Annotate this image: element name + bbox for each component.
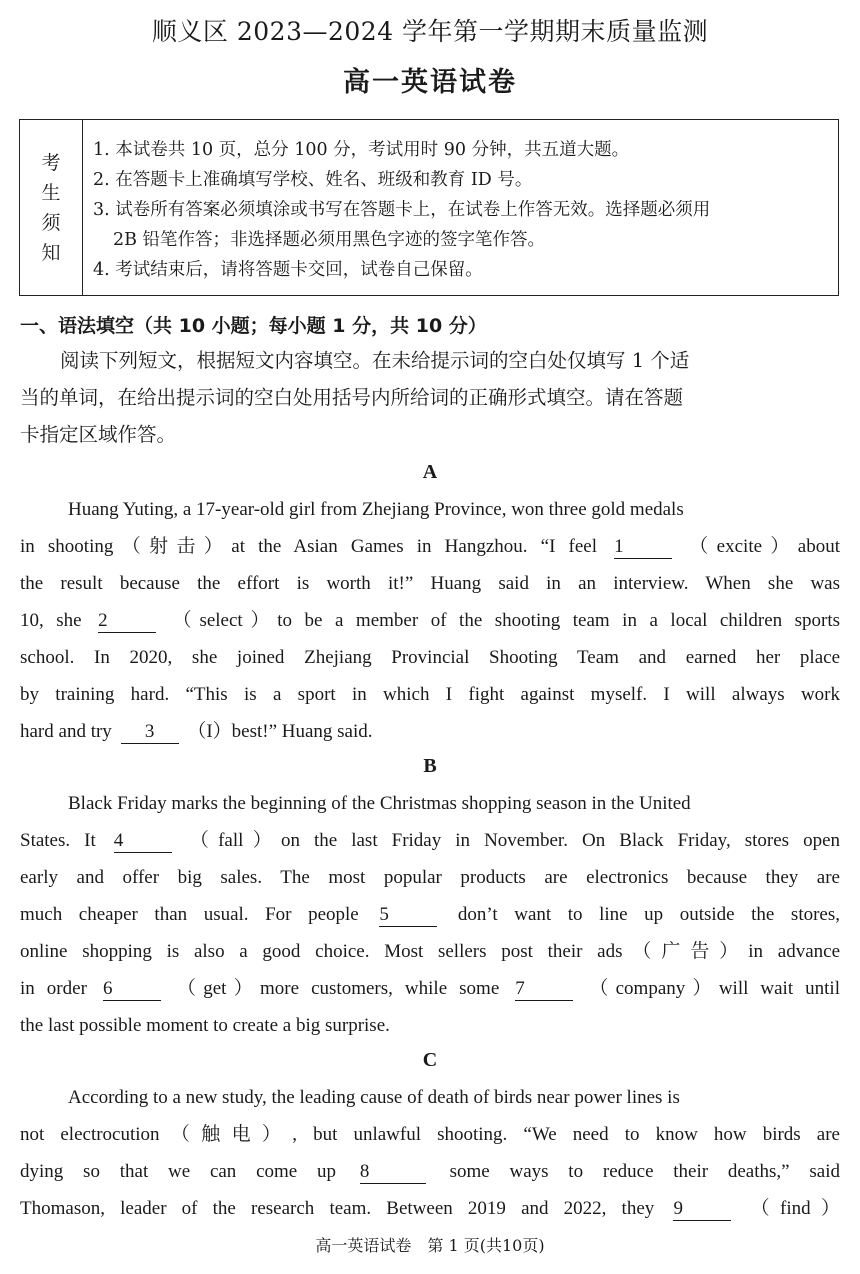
passage-line [20, 1190, 840, 1227]
candidate-notice-box [19, 119, 839, 296]
instruction-line: 阅读下列短文，根据短文内容填空。在未给提示词的空白处仅填写 1 个适 [60, 349, 690, 372]
exam-title: 顺义区 2023—2024 学年第一学期期末质量监测 [151, 17, 709, 46]
passage-text: hard and try [20, 721, 112, 742]
passage-line [20, 970, 840, 1007]
instruction-line: 卡指定区域作答。 [20, 423, 177, 446]
notice-label [20, 120, 83, 295]
passage-text: （select）to be a member of the shooting team in a local children sports [172, 610, 841, 631]
passage-line: school. In 2020, she joined Zhejiang Provincial Shooting Team and earned her place [20, 647, 840, 668]
passage-line [20, 1153, 840, 1190]
passage-line: online shopping is also a good choice. Most sellers post their ads（广告）in advance [20, 941, 840, 962]
passage-text: some ways to reduce their deaths,” said [449, 1161, 840, 1182]
passage-text: don’t want to line up outside the stores, [457, 904, 841, 925]
page-footer: 高一英语试卷 第 1 页(共10页) [315, 1236, 545, 1255]
passage-text: much cheaper than usual. For people [20, 904, 359, 925]
passage-line [20, 896, 840, 933]
paper-title: 高一英语试卷 [343, 67, 517, 98]
passage-a [20, 491, 840, 750]
passage-text: in shooting（射击）at the Asian Games in Hangzhou. “I feel [20, 536, 598, 557]
passage-line [20, 713, 840, 750]
passage-b [20, 785, 840, 1044]
passage-b-heading: B [423, 755, 437, 777]
passage-text: （company）will wait until [589, 978, 840, 999]
passage-text: （fall）on the last Friday in November. On Black Friday, stores open [189, 830, 840, 851]
passage-text: dying so that we can come up [20, 1161, 337, 1182]
answer-blank-4: 4 [114, 830, 172, 853]
notice-item: 1. 本试卷共 10 页，总分 100 分，考试用时 90 分钟，共五道大题。 [93, 140, 630, 160]
passage-text: （I）best!” Huang said. [187, 721, 373, 742]
passage-text: （find） [750, 1198, 841, 1219]
passage-line: According to a new study, the leading cause of death of birds near power lines is [68, 1087, 680, 1108]
passage-line: the result because the effort is worth it!” Huang said in an interview. When she was [20, 573, 840, 594]
passage-line: not electrocution（触电）, but unlawful shooting. “We need to know how birds are [20, 1124, 840, 1145]
answer-blank-7: 7 [515, 978, 573, 1001]
passage-text: in order [20, 978, 87, 999]
passage-line: by training hard. “This is a sport in which I fight against myself. I will always work [20, 684, 840, 705]
passage-text: Thomason, leader of the research team. Between 2019 and 2022, they [20, 1198, 655, 1219]
passage-line [20, 602, 840, 639]
passage-c [20, 1079, 840, 1227]
passage-line [20, 822, 840, 859]
section-instructions [20, 342, 840, 453]
passage-line: early and offer big sales. The most popular products are electronics because they are [20, 867, 840, 888]
passage-text: （get）more customers, while some [176, 978, 500, 999]
notice-item: 4. 考试结束后，请将答题卡交回，试卷自己保留。 [93, 260, 483, 280]
passage-line: Black Friday marks the beginning of the Christmas shopping season in the United [68, 793, 691, 814]
passage-text: States. It [20, 830, 96, 851]
passage-c-heading: C [422, 1049, 438, 1071]
section-heading: 一、语法填空（共 10 小题；每小题 1 分，共 10 分） [20, 315, 487, 337]
notice-item: 2. 在答题卡上准确填写学校、姓名、班级和教育 ID 号。 [93, 170, 533, 190]
passage-line: Huang Yuting, a 17-year-old girl from Zhejiang Province, won three gold medals [68, 499, 684, 520]
passage-line: the last possible moment to create a big surprise. [20, 1015, 390, 1036]
answer-blank-5: 5 [379, 904, 437, 927]
notice-item-continued: 2B 铅笔作答；非选择题必须用黑色字迹的签字笔作答。 [113, 230, 546, 250]
instruction-line: 当的单词，在给出提示词的空白处用括号内所给词的正确形式填空。请在答题 [20, 386, 684, 409]
passage-text: （excite）about [689, 536, 841, 557]
passage-a-heading: A [422, 461, 438, 483]
answer-blank-3: 3 [121, 721, 179, 744]
answer-blank-2: 2 [98, 610, 156, 633]
passage-text: 10, she [20, 610, 82, 631]
answer-blank-1: 1 [614, 536, 672, 559]
notice-item: 3. 试卷所有答案必须填涂或书写在答题卡上，在试卷上作答无效。选择题必须用 [93, 200, 711, 220]
notice-label-char: 生 [41, 181, 61, 204]
passage-line [20, 528, 840, 565]
answer-blank-8: 8 [360, 1161, 426, 1184]
notice-items [83, 120, 838, 295]
notice-label-char: 须 [41, 211, 61, 234]
notice-label-char: 知 [41, 241, 61, 264]
notice-label-char: 考 [41, 151, 61, 174]
answer-blank-9: 9 [673, 1198, 731, 1221]
answer-blank-6: 6 [103, 978, 161, 1001]
